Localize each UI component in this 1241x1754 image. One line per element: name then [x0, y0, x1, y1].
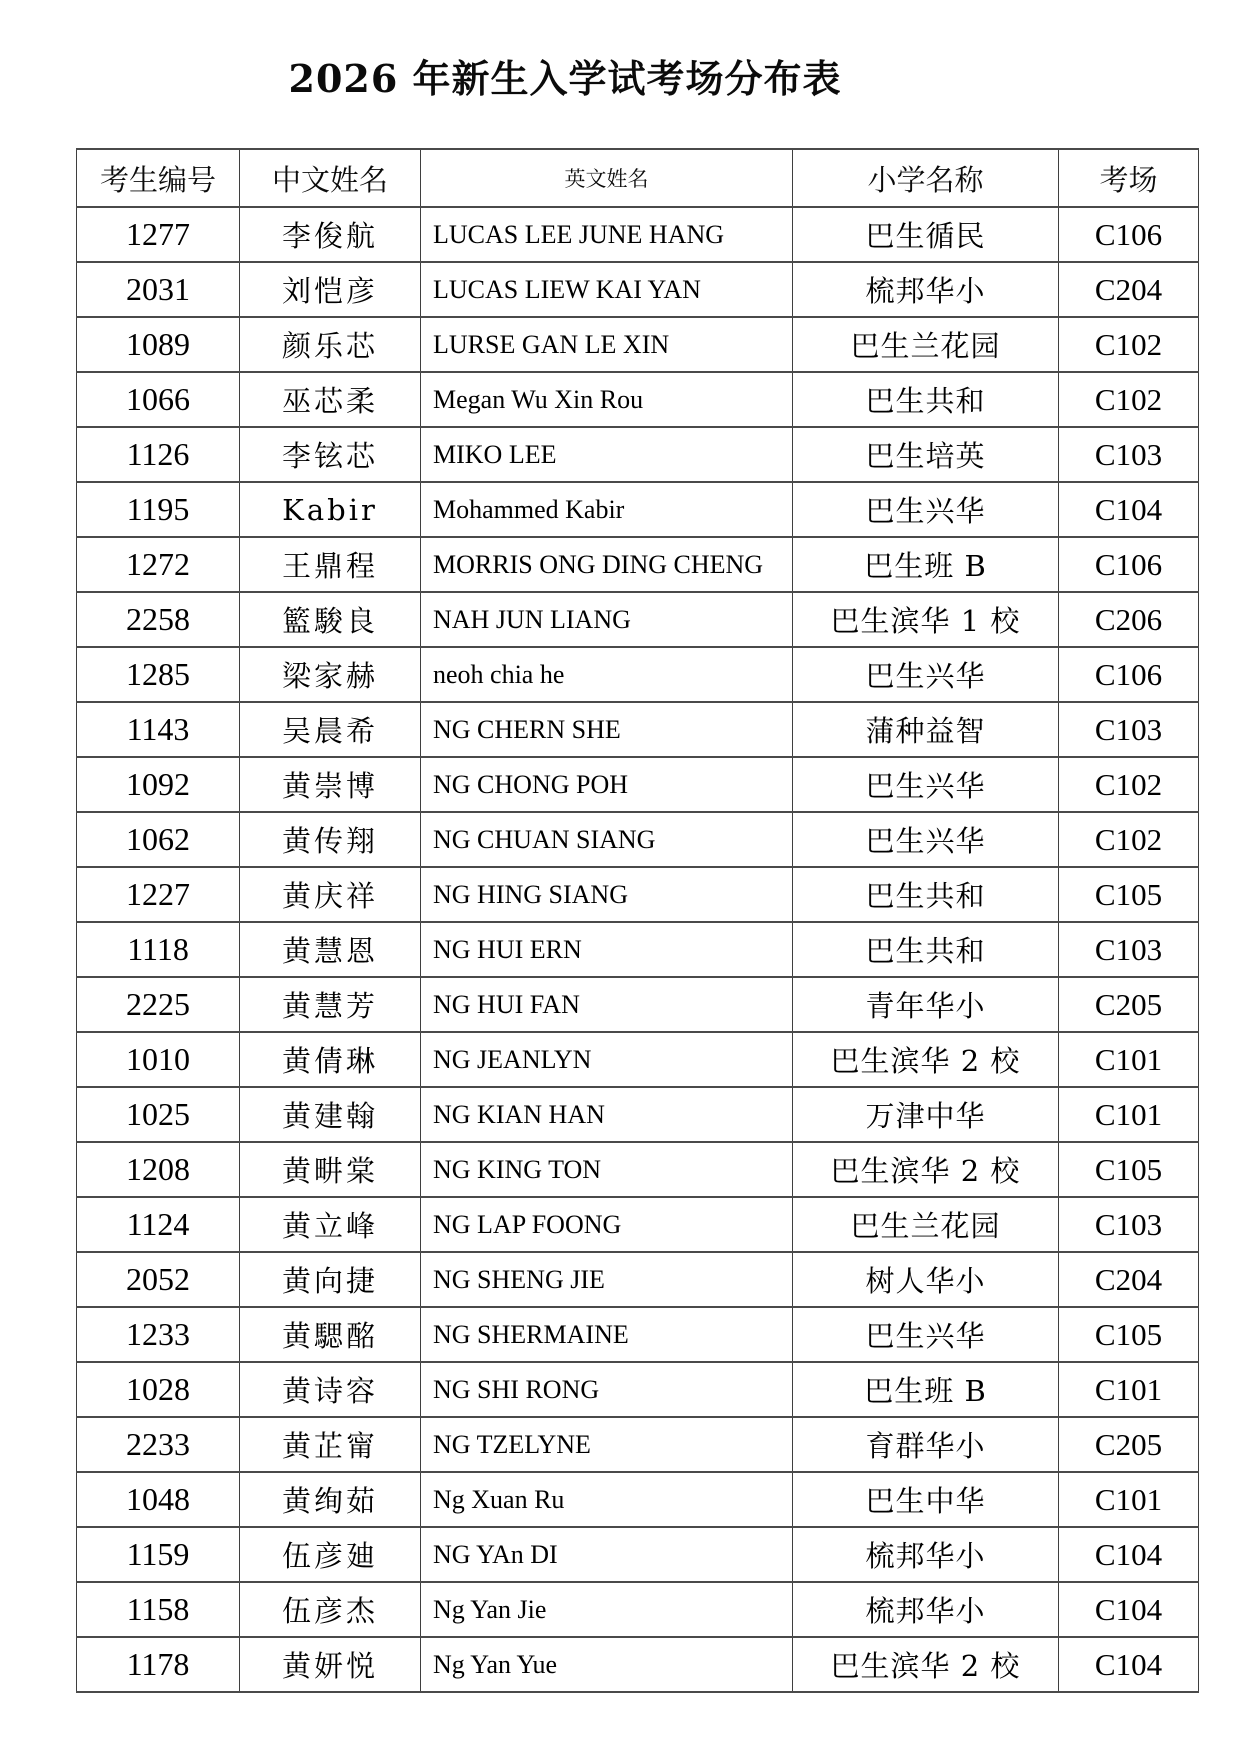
cell-english-name: Megan Wu Xin Rou [421, 372, 793, 427]
cell-exam-room: C105 [1059, 867, 1199, 922]
cell-candidate-no: 2258 [77, 592, 240, 647]
table-row [77, 1582, 1199, 1637]
cell-candidate-no: 1124 [77, 1197, 240, 1252]
cell-candidate-no: 1062 [77, 812, 240, 867]
cell-candidate-no: 1272 [77, 537, 240, 592]
cell-exam-room: C104 [1059, 482, 1199, 537]
cell-chinese-name: 黄妍悦 [240, 1637, 421, 1692]
cell-candidate-no: 1025 [77, 1087, 240, 1142]
cell-school-name: 巴生共和 [793, 922, 1059, 977]
cell-candidate-no: 1195 [77, 482, 240, 537]
cell-school-name: 巴生培英 [793, 427, 1059, 482]
cell-english-name: NG LAP FOONG [421, 1197, 793, 1252]
cell-chinese-name: 李俊航 [240, 207, 421, 262]
cell-exam-room: C101 [1059, 1472, 1199, 1527]
cell-school-name: 巴生兰花园 [793, 317, 1059, 372]
cell-english-name: NG SHENG JIE [421, 1252, 793, 1307]
cell-chinese-name: 吴晨希 [240, 702, 421, 757]
table-row [77, 1527, 1199, 1582]
cell-candidate-no: 2052 [77, 1252, 240, 1307]
table-row [77, 262, 1199, 317]
table-row [77, 702, 1199, 757]
table-header [77, 149, 1199, 207]
table-row [77, 372, 1199, 427]
cell-english-name: NG HING SIANG [421, 867, 793, 922]
table-row [77, 317, 1199, 372]
table-row [77, 1417, 1199, 1472]
cell-exam-room: C105 [1059, 1142, 1199, 1197]
cell-candidate-no: 1010 [77, 1032, 240, 1087]
cell-english-name: NG JEANLYN [421, 1032, 793, 1087]
cell-candidate-no: 1092 [77, 757, 240, 812]
cell-school-name: 巴生班 B [793, 1362, 1059, 1417]
cell-chinese-name: 黄立峰 [240, 1197, 421, 1252]
cell-candidate-no: 1066 [77, 372, 240, 427]
cell-candidate-no: 1089 [77, 317, 240, 372]
cell-english-name: NG KING TON [421, 1142, 793, 1197]
cell-chinese-name: 伍彦廸 [240, 1527, 421, 1582]
cell-english-name: LURSE GAN LE XIN [421, 317, 793, 372]
cell-candidate-no: 1178 [77, 1637, 240, 1692]
cell-english-name: NG CHONG POH [421, 757, 793, 812]
cell-english-name: LUCAS LEE JUNE HANG [421, 207, 793, 262]
cell-exam-room: C204 [1059, 1252, 1199, 1307]
cell-school-name: 万津中华 [793, 1087, 1059, 1142]
cell-exam-room: C103 [1059, 1197, 1199, 1252]
table-row [77, 1032, 1199, 1087]
cell-candidate-no: 1227 [77, 867, 240, 922]
cell-exam-room: C106 [1059, 537, 1199, 592]
cell-chinese-name: 黄慧芳 [240, 977, 421, 1032]
cell-exam-room: C101 [1059, 1362, 1199, 1417]
cell-exam-room: C101 [1059, 1087, 1199, 1142]
header-school-name: 小学名称 [793, 149, 1059, 207]
cell-exam-room: C102 [1059, 757, 1199, 812]
cell-english-name: NG SHI RONG [421, 1362, 793, 1417]
header-row [77, 149, 1199, 207]
cell-school-name: 巴生中华 [793, 1472, 1059, 1527]
cell-candidate-no: 1118 [77, 922, 240, 977]
header-candidate-no: 考生编号 [77, 149, 240, 207]
cell-candidate-no: 1285 [77, 647, 240, 702]
cell-english-name: NG TZELYNE [421, 1417, 793, 1472]
table-row [77, 1362, 1199, 1417]
header-english-name: 英文姓名 [421, 149, 793, 207]
cell-english-name: Ng Yan Yue [421, 1637, 793, 1692]
cell-chinese-name: 巫芯柔 [240, 372, 421, 427]
cell-school-name: 青年华小 [793, 977, 1059, 1032]
cell-chinese-name: 黄绚茹 [240, 1472, 421, 1527]
table-body [77, 207, 1199, 1692]
table-row [77, 1142, 1199, 1197]
cell-candidate-no: 2225 [77, 977, 240, 1032]
cell-school-name: 巴生循民 [793, 207, 1059, 262]
cell-school-name: 巴生共和 [793, 867, 1059, 922]
cell-english-name: Mohammed Kabir [421, 482, 793, 537]
cell-school-name: 巴生滨华 2 校 [793, 1637, 1059, 1692]
table-row [77, 977, 1199, 1032]
cell-exam-room: C104 [1059, 1637, 1199, 1692]
cell-english-name: NG HUI FAN [421, 977, 793, 1032]
cell-candidate-no: 1277 [77, 207, 240, 262]
cell-exam-room: C106 [1059, 647, 1199, 702]
cell-school-name: 巴生班 B [793, 537, 1059, 592]
cell-candidate-no: 1208 [77, 1142, 240, 1197]
cell-candidate-no: 2233 [77, 1417, 240, 1472]
cell-school-name: 梳邦华小 [793, 1527, 1059, 1582]
cell-school-name: 巴生兴华 [793, 757, 1059, 812]
cell-candidate-no: 1158 [77, 1582, 240, 1637]
cell-english-name: MORRIS ONG DING CHENG [421, 537, 793, 592]
table-row [77, 1197, 1199, 1252]
cell-candidate-no: 1028 [77, 1362, 240, 1417]
table-row [77, 592, 1199, 647]
cell-chinese-name: 黄倩琳 [240, 1032, 421, 1087]
cell-exam-room: C101 [1059, 1032, 1199, 1087]
cell-exam-room: C103 [1059, 922, 1199, 977]
cell-chinese-name: 黄建翰 [240, 1087, 421, 1142]
cell-school-name: 巴生滨华 1 校 [793, 592, 1059, 647]
cell-chinese-name: 黄诗容 [240, 1362, 421, 1417]
cell-school-name: 巴生兴华 [793, 482, 1059, 537]
cell-candidate-no: 1048 [77, 1472, 240, 1527]
cell-chinese-name: 李铉芯 [240, 427, 421, 482]
cell-english-name: MIKO LEE [421, 427, 793, 482]
table-row [77, 1252, 1199, 1307]
cell-english-name: Ng Xuan Ru [421, 1472, 793, 1527]
cell-exam-room: C102 [1059, 812, 1199, 867]
cell-exam-room: C104 [1059, 1582, 1199, 1637]
cell-exam-room: C205 [1059, 1417, 1199, 1472]
table-row [77, 647, 1199, 702]
header-chinese-name: 中文姓名 [240, 149, 421, 207]
cell-exam-room: C105 [1059, 1307, 1199, 1362]
cell-chinese-name: 籃駿良 [240, 592, 421, 647]
cell-chinese-name: 黄庆祥 [240, 867, 421, 922]
cell-english-name: NG HUI ERN [421, 922, 793, 977]
cell-exam-room: C103 [1059, 702, 1199, 757]
cell-school-name: 巴生共和 [793, 372, 1059, 427]
cell-school-name: 巴生滨华 2 校 [793, 1032, 1059, 1087]
cell-exam-room: C106 [1059, 207, 1199, 262]
table-row [77, 427, 1199, 482]
cell-exam-room: C102 [1059, 372, 1199, 427]
cell-school-name: 巴生滨华 2 校 [793, 1142, 1059, 1197]
cell-english-name: NG CHERN SHE [421, 702, 793, 757]
cell-school-name: 梳邦华小 [793, 262, 1059, 317]
cell-candidate-no: 1143 [77, 702, 240, 757]
table-row [77, 1307, 1199, 1362]
cell-school-name: 巴生兴华 [793, 812, 1059, 867]
cell-candidate-no: 1159 [77, 1527, 240, 1582]
cell-school-name: 巴生兴华 [793, 647, 1059, 702]
cell-english-name: Ng Yan Jie [421, 1582, 793, 1637]
cell-exam-room: C205 [1059, 977, 1199, 1032]
header-exam-room: 考场 [1059, 149, 1199, 207]
cell-chinese-name: 黄騦酩 [240, 1307, 421, 1362]
cell-chinese-name: 伍彦杰 [240, 1582, 421, 1637]
table-row [77, 207, 1199, 262]
cell-chinese-name: 王鼎程 [240, 537, 421, 592]
cell-candidate-no: 1126 [77, 427, 240, 482]
cell-english-name: NG CHUAN SIANG [421, 812, 793, 867]
cell-school-name: 树人华小 [793, 1252, 1059, 1307]
cell-candidate-no: 1233 [77, 1307, 240, 1362]
cell-chinese-name: Kabir [240, 482, 421, 537]
cell-chinese-name: 黄畊棠 [240, 1142, 421, 1197]
cell-chinese-name: 梁家赫 [240, 647, 421, 702]
cell-english-name: NG YAn DI [421, 1527, 793, 1582]
cell-school-name: 巴生兴华 [793, 1307, 1059, 1362]
table-row [77, 922, 1199, 977]
cell-english-name: NG KIAN HAN [421, 1087, 793, 1142]
cell-chinese-name: 黄芷甯 [240, 1417, 421, 1472]
cell-exam-room: C103 [1059, 427, 1199, 482]
cell-school-name: 梳邦华小 [793, 1582, 1059, 1637]
cell-exam-room: C102 [1059, 317, 1199, 372]
cell-english-name: NG SHERMAINE [421, 1307, 793, 1362]
cell-chinese-name: 黄慧恩 [240, 922, 421, 977]
cell-chinese-name: 黄传翔 [240, 812, 421, 867]
cell-exam-room: C204 [1059, 262, 1199, 317]
cell-school-name: 蒲种益智 [793, 702, 1059, 757]
table-row [77, 482, 1199, 537]
cell-chinese-name: 黄向捷 [240, 1252, 421, 1307]
cell-english-name: LUCAS LIEW KAI YAN [421, 262, 793, 317]
cell-chinese-name: 黄崇博 [240, 757, 421, 812]
table-row [77, 1637, 1199, 1692]
cell-chinese-name: 刘恺彦 [240, 262, 421, 317]
cell-exam-room: C206 [1059, 592, 1199, 647]
cell-english-name: neoh chia he [421, 647, 793, 702]
cell-candidate-no: 2031 [77, 262, 240, 317]
cell-exam-room: C104 [1059, 1527, 1199, 1582]
table-row [77, 757, 1199, 812]
cell-school-name: 育群华小 [793, 1417, 1059, 1472]
page-title: 2026 年新生入学试考场分布表 [288, 56, 842, 101]
table-row [77, 1087, 1199, 1142]
cell-chinese-name: 颜乐芯 [240, 317, 421, 372]
table-row [77, 1472, 1199, 1527]
cell-school-name: 巴生兰花园 [793, 1197, 1059, 1252]
cell-english-name: NAH JUN LIANG [421, 592, 793, 647]
table-row [77, 812, 1199, 867]
table-row [77, 867, 1199, 922]
exam-room-table [76, 148, 1199, 1693]
table-row [77, 537, 1199, 592]
